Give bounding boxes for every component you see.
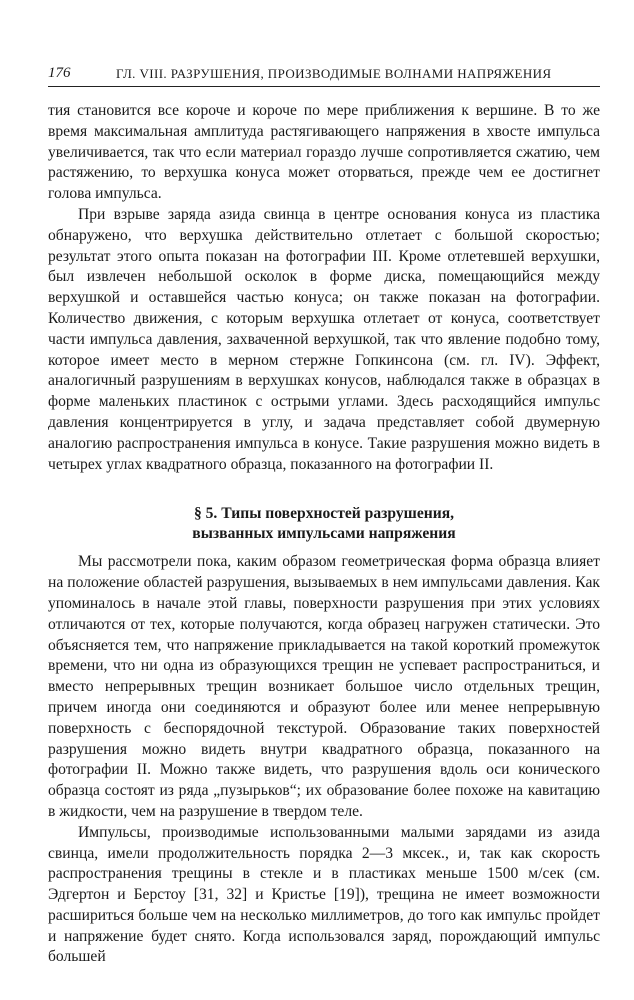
page-number: 176: [48, 65, 71, 81]
paragraph: Импульсы, производимые использованными малыми зарядами из азида свинца, имели продолжительность порядка 2—3 мксек., и, так как скорость распространения трещины в стекле и в пластиках меньше 1500 м/сек (см. Эдгертон и Берстоу [31, 32] и Кристье [19]), трещина не имеет возможности расшириться больше чем на несколько миллиметров, до того как импульс пройдет и напряжение будет снято. Когда использовался заряд, порождающий импульс большей: [48, 823, 600, 966]
section-heading: [48, 504, 600, 544]
page-body: [48, 101, 600, 968]
page-header: [48, 62, 600, 87]
section-title-line: вызванных импульсами напряжения: [192, 525, 456, 543]
running-head: ГЛ. VIII. РАЗРУШЕНИЯ, ПРОИЗВОДИМЫЕ ВОЛНАМИ НАПРЯЖЕНИЯ: [116, 66, 552, 81]
section-title-line: § 5. Типы поверхностей разрушения,: [193, 505, 455, 523]
paragraph: Мы рассмотрели пока, каким образом геометрическая форма образца влияет на положение областей разрушения, вызываемых в нем импульсами давления. Как упоминалось в начале этой главы, поверхности разрушения при этих условиях отличаются от тех, которые получаются, когда образец нагружен статически. Это объясняется тем, что напряжение прикладывается на такой короткий промежуток времени, что ни одна из образующихся трещин не успевает распространиться, и вместо непрерывных трещин возникает большое число отдельных трещин, причем иногда они соединяются и образуют более или менее непрерывную поверхность с беспорядочной текстурой. Образование таких поверхностей разрушения можно видеть внутри квадратного образца, показанного на фотографии II. Можно также видеть, что разрушения вдоль оси конического образца состоят из ряда „пузырьков“; их образование более похоже на кавитацию в жидкости, чем на разрушение в твердом теле.: [48, 553, 600, 820]
paragraph: При взрыве заряда азида свинца в центре основания конуса из пластика обнаружено, что верхушка действительно отлетает с большой скоростью; результат этого опыта показан на фотографии III. Кроме отлетевшей верхушки, был извлечен небольшой осколок в форме диска, помещающийся между верхушкой и оставшейся частью конуса; он также показан на фотографии. Количество движения, с которым верхушка отлетает от конуса, соответствует части импульса давления, захваченной верхушкой, так что явление подобно тому, которое имеет место в мерном стержне Гопкинсона (см. гл. IV). Эффект, аналогичный разрушениям в верхушках конусов, наблюдался также в образцах в форме маленьких пластинок с острыми углами. Здесь расходящийся импульс давления концентрируется в углу, и задача представляет собой двумерную аналогию распространения импульса в конусе. Такие разрушения можно видеть в четырех углах квадратного образца, показанного на фотографии II.: [48, 205, 600, 473]
paragraph: тия становится все короче и короче по мере приближения к вершине. В то же время максимальная амплитуда растягивающего напряжения в хвосте импульса увеличивается, так что если материал гораздо лучше сопротивляется сжатию, чем растяжению, то верхушка конуса может оторваться, прежде чем ее достигнет голова импульса.: [48, 102, 600, 203]
